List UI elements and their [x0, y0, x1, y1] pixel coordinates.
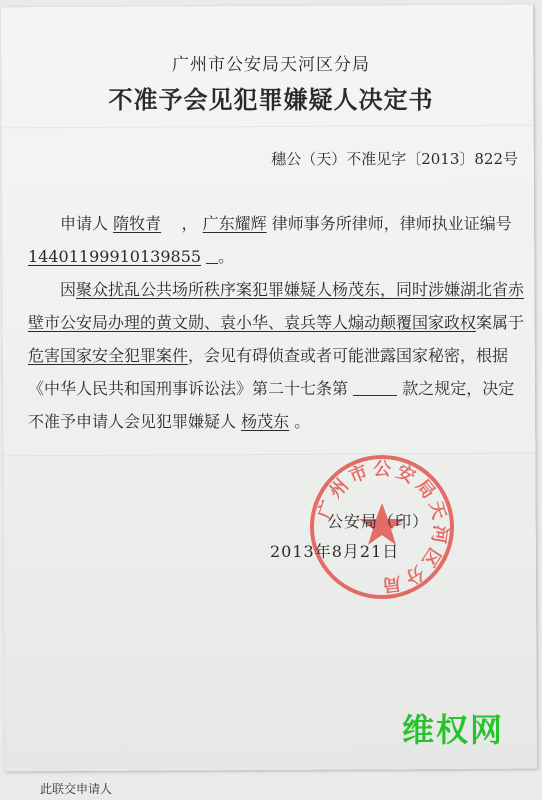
watermark-text: 维权网 [402, 711, 505, 749]
seal-label: 公安局（印） [327, 512, 430, 531]
charge-description: 聚众扰乱公共场所秩序案犯罪嫌疑人杨茂东，同时涉嫌湖北省赤壁市公安局办理的黄文勋、袁小华、袁兵等人煽动颠覆国家政权 [28, 280, 525, 332]
applicant-name: 隋牧青 [113, 214, 162, 233]
case-category: 危害国家安全犯罪案件 [28, 346, 189, 365]
seal-ring-text: 广州市公安局天河区分局 [314, 458, 451, 596]
suspect-name: 杨茂东 [241, 412, 290, 431]
issue-date: 2013年8月21日 [270, 542, 400, 561]
license-number: 14401199910139855 [28, 247, 202, 266]
footer-note: 此联交申请人 [40, 782, 113, 796]
document-number: 穗公（天）不准见字〔2013〕822号 [271, 150, 518, 168]
document-title: 不准予会见犯罪嫌疑人决定书 [108, 86, 434, 114]
decision-paragraph: 因聚众扰乱公共场所秩序案犯罪嫌疑人杨茂东，同时涉嫌湖北省赤壁市公安局办理的黄文勋、袁小华、袁兵等人煽动颠覆国家政权案属于危害国家安全犯罪案件，会见有碍侦查或者可能泄露国家秘密，根据《中华人民共和国刑事诉讼法》第二十七条第 款之规定，决定不准予申请人会见犯罪嫌疑人 杨茂东 。 [28, 280, 525, 431]
applicant-paragraph: 申请人 隋牧青 ， 广东耀辉 律师事务所律师，律师执业证编号 14401199910139855 。 [28, 214, 512, 266]
issuing-agency: 广州市公安局天河区分局 [172, 55, 370, 75]
clause-blank [353, 379, 397, 396]
law-firm-name: 广东耀辉 [202, 214, 267, 233]
